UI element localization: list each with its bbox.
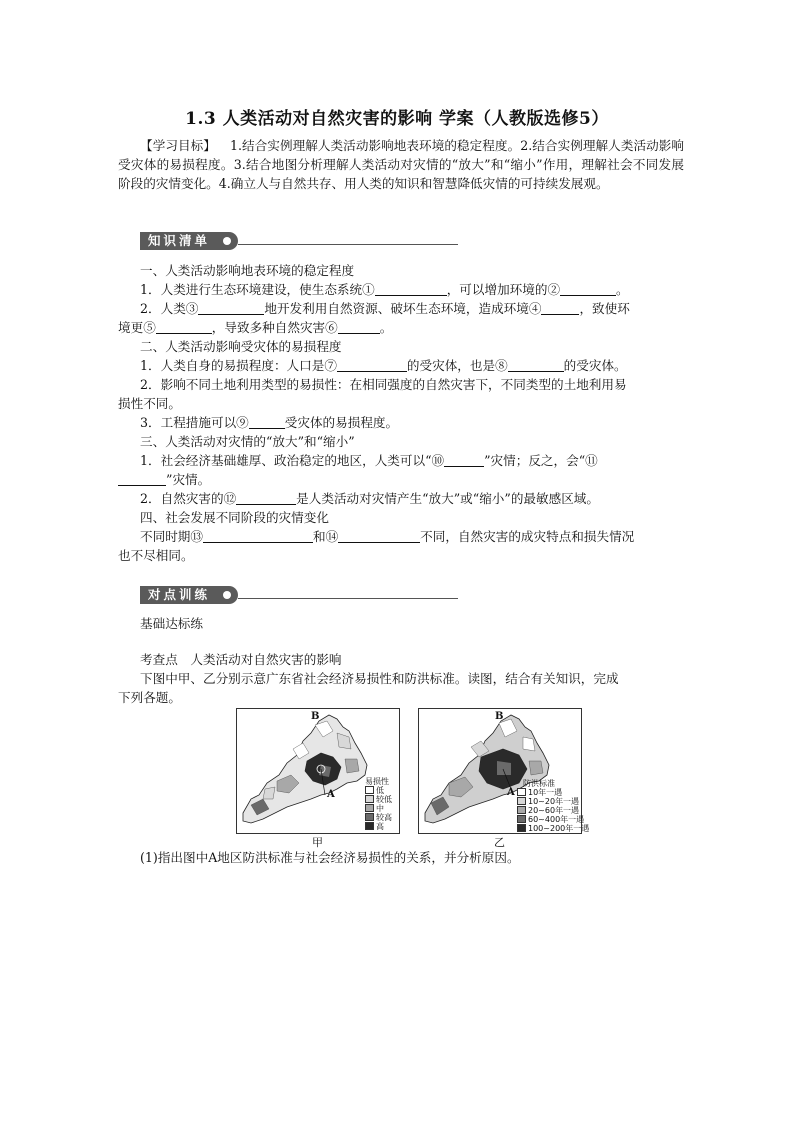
map-jia-label-a: A xyxy=(327,789,335,800)
objectives-label: 【学习目标】 xyxy=(140,138,216,153)
page-title: 1.3 人类活动对自然灾害的影响 学案（人教版选修5） xyxy=(185,109,609,129)
legend-swatch xyxy=(365,795,374,803)
blank-1[interactable] xyxy=(375,282,447,296)
legend-swatch xyxy=(517,824,526,832)
line-4: 1．人类自身的易损程度：人口是⑦ 的受灾体，也是⑧ 的受灾体。 xyxy=(140,358,627,373)
heading-3: 三、人类活动对灾情的“放大”和“缩小” xyxy=(140,434,355,449)
blank-7[interactable] xyxy=(337,358,407,372)
line-12: 也不尽相同。 xyxy=(118,548,194,563)
map-yi-caption: 乙 xyxy=(494,836,505,849)
blank-12[interactable] xyxy=(236,491,296,505)
banner-dot-icon xyxy=(223,591,231,599)
line-1: 1．人类进行生态环境建设，使生态系统① ，可以增加环境的② 。 xyxy=(140,282,629,297)
blank-6[interactable] xyxy=(338,320,380,334)
legend-swatch xyxy=(517,788,526,796)
line-10: 2．自然灾害的⑫ 是人类活动对灾情产生“放大”或“缩小”的最敏感区域。 xyxy=(140,491,599,506)
map-yi xyxy=(418,708,590,834)
blank-3[interactable] xyxy=(198,301,264,315)
line-5: 2．影响不同土地利用类型的易损性：在相同强度的自然灾害下，不同类型的土地利用易 xyxy=(140,377,627,392)
map-yi-label-b: B xyxy=(495,711,504,722)
map-jia-legend: 易损性 低 较低 中 较高 高 xyxy=(365,777,392,831)
legend-swatch xyxy=(517,797,526,805)
practice-label: 对点训练 xyxy=(140,586,238,604)
map-yi-legend: 防洪标准 10年一遇 10~20年一遇 20~60年一遇 60~400年一遇 100~200年一遇 xyxy=(517,779,589,833)
banner-dot-icon xyxy=(223,237,231,245)
legend-swatch xyxy=(365,813,374,821)
question-intro-1: 下图中甲、乙分别示意广东省社会经济易损性和防洪标准。读图，结合有关知识，完成 xyxy=(140,671,619,686)
heading-1: 一、人类活动影响地表环境的稳定程度 xyxy=(140,263,355,278)
blank-5[interactable] xyxy=(156,320,212,334)
map-jia-label-b: B xyxy=(311,711,320,722)
blank-11[interactable] xyxy=(118,472,166,486)
map-jia-caption: 甲 xyxy=(312,836,323,849)
map-jia-legend-title: 易损性 xyxy=(365,777,389,786)
knowledge-list-label: 知识清单 xyxy=(140,232,238,250)
line-11: 不同时期⑬ 和⑭ 不同，自然灾害的成灾特点和损失情况 xyxy=(140,529,635,544)
line-7: 3．工程措施可以⑨ 受灾体的易损程度。 xyxy=(140,415,399,430)
legend-swatch xyxy=(365,786,374,794)
exam-point: 考查点 人类活动对自然灾害的影响 xyxy=(140,652,342,667)
map-yi-label-a: A xyxy=(507,787,515,798)
line-9: ”灾情。 xyxy=(118,470,684,489)
line-8: 1．社会经济基础雄厚、政治稳定的地区，人类可以“⑩ ”灾情；反之，会“⑪ xyxy=(140,453,598,468)
blank-2[interactable] xyxy=(560,282,616,296)
blank-9[interactable] xyxy=(249,415,285,429)
line-6: 损性不同。 xyxy=(118,396,181,411)
legend-swatch xyxy=(365,822,374,830)
blank-13[interactable] xyxy=(203,529,313,543)
objectives-text: 1.结合实例理解人类活动影响地表环境的稳定程度。2.结合实例理解人类活动影响受灾体的易损程度。3.结合地图分析理解人类活动对灾情的“放大”和“缩小”作用，理解社会不同发展阶段的灾情变化。4.确立人与自然共存、用人类的知识和智慧降低灾情的可持续发展观。 xyxy=(118,138,684,192)
banner-rule xyxy=(238,598,458,599)
legend-swatch xyxy=(517,806,526,814)
blank-10[interactable] xyxy=(444,453,484,467)
legend-swatch xyxy=(517,815,526,823)
subheading-basic: 基础达标练 xyxy=(140,616,203,631)
map-jia xyxy=(236,708,400,834)
blank-14[interactable] xyxy=(338,529,420,543)
line-3: 境更⑤ ，导致多种自然灾害⑥ 。 xyxy=(118,320,393,335)
heading-2: 二、人类活动影响受灾体的易损程度 xyxy=(140,339,342,354)
blank-4[interactable] xyxy=(541,301,579,315)
legend-swatch xyxy=(365,804,374,812)
question-intro-2: 下列各题。 xyxy=(118,690,181,705)
heading-4: 四、社会发展不同阶段的灾情变化 xyxy=(140,510,329,525)
blank-8[interactable] xyxy=(508,358,564,372)
map-yi-legend-title: 防洪标准 xyxy=(523,779,555,788)
question-1: (1)指出图中A地区防洪标准与社会经济易损性的关系，并分析原因。 xyxy=(140,850,520,865)
banner-rule xyxy=(238,244,458,245)
line-2: 2．人类③ 地开发利用自然资源、破坏生态环境，造成环境④ ，致使环 xyxy=(140,301,630,316)
objectives-paragraph xyxy=(118,136,684,194)
